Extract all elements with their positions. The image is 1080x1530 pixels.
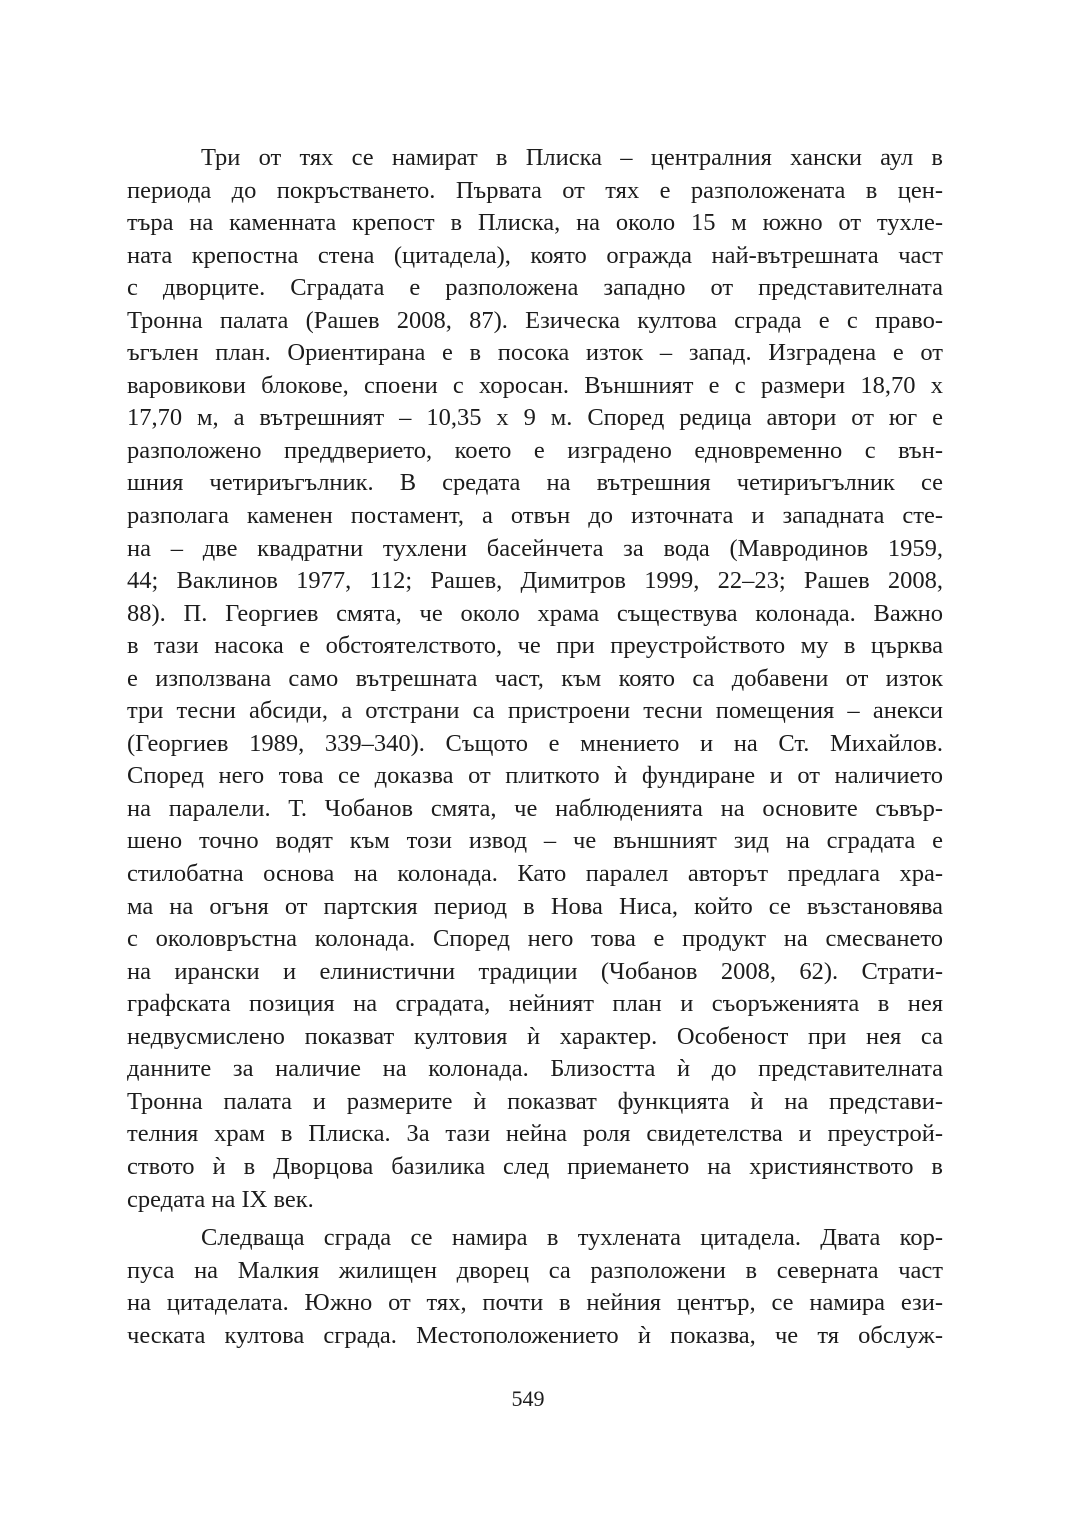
text-line: шния четириъгълник. В средата на вътрешния четириъгълник се [127, 469, 943, 497]
text-line: (Георгиев 1989, 339–340). Същото е мнението и на Ст. Михайлов. [127, 729, 943, 757]
page-number: 549 [511, 1386, 545, 1411]
text-line: три тесни абсиди, а отстрани са пристроени тесни помещения – анекси [127, 697, 943, 725]
text-line: на цитаделата. Южно от тях, почти в нейния център, се намира ези- [127, 1289, 943, 1317]
text-line: шено точно водят към този извод – че външният зид на сградата е [127, 827, 943, 855]
text-line: с околовръстна колонада. Според него това е продукт на смесването [127, 925, 943, 953]
text-line: периода до покръстването. Първата от тях е разположената в цен- [127, 176, 943, 204]
text-line: данните за наличие на колонада. Близостта ѝ до представителната [127, 1055, 943, 1083]
text-line: стилобатна основа на колонада. Като паралел авторът предлага хра- [127, 860, 943, 888]
text-line: разположено преддверието, което е изградено едновременно с вън- [127, 436, 943, 464]
text-line: Три от тях се намират в Плиска – централния хански аул в [201, 144, 943, 171]
text-line: ъгълен план. Ориентирана е в посока изток – запад. Изградена е от [127, 339, 943, 367]
text-line: ството ѝ в Дворцова базилика след приемането на християнството в [127, 1152, 943, 1180]
text-line: на – две квадратни тухлени басейнчета за вода (Мавродинов 1959, [127, 534, 943, 562]
text-line: Тронна палата (Рашев 2008, 87). Езическа култова сграда е с право- [127, 306, 943, 334]
text-line: ната крепостна стена (цитадела), която огражда най-вътрешната част [127, 241, 943, 269]
text-line: пуса на Малкия жилищен дворец са разположени в северната част [127, 1256, 943, 1284]
text-line: недвусмислено показват култовия ѝ характер. Особеност при нея са [127, 1022, 943, 1050]
text-line: Следваща сграда се намира в тухлената цитадела. Двата кор- [201, 1224, 943, 1252]
text-line: ческата култова сграда. Местоположението ѝ показва, че тя обслуж- [127, 1321, 943, 1349]
text-line: средата на IX век. [127, 1185, 314, 1213]
text-line: търа на каменната крепост в Плиска, на около 15 м южно от тухле- [127, 209, 943, 237]
text-line: с дворците. Сградата е разположена западно от представителната [127, 274, 943, 302]
text-line: ма на огъня от партския период в Нова Ниса, който се възстановява [127, 892, 943, 920]
text-line: Тронна палата и размерите ѝ показват функцията ѝ на представи- [127, 1087, 943, 1115]
text-line: на паралели. Т. Чобанов смята, че наблюденията на основите съвър- [127, 794, 943, 822]
text-line: телния храм в Плиска. За тази нейна роля свидетелства и преустрой- [127, 1120, 943, 1148]
text-line: 44; Ваклинов 1977, 112; Рашев, Димитров 1999, 22–23; Рашев 2008, [127, 567, 943, 595]
text-line: на ирански и елинистични традиции (Чобанов 2008, 62). Страти- [127, 957, 943, 985]
text-line: 88). П. Георгиев смята, че около храма съществува колонада. Важно [127, 599, 943, 627]
text-line: в тази насока е обстоятелството, че при преустройството му в църква [127, 632, 943, 660]
text-line: варовикови блокове, споени с хоросан. Външният е с размери 18,70 х [127, 371, 943, 399]
text-line: разполага каменен постамент, а отвън до източната и западната сте- [127, 502, 943, 530]
text-line: е използвана само вътрешната част, към която са добавени от изток [127, 664, 943, 692]
body-text [127, 142, 943, 1352]
text-line: 17,70 м, а вътрешният – 10,35 х 9 м. Според редица автори от юг е [127, 404, 943, 432]
text-line: Според него това се доказва от плиткото ѝ фундиране и от наличието [127, 762, 943, 790]
text-line: графската позиция на сградата, нейният план и съоръженията в нея [127, 990, 943, 1018]
